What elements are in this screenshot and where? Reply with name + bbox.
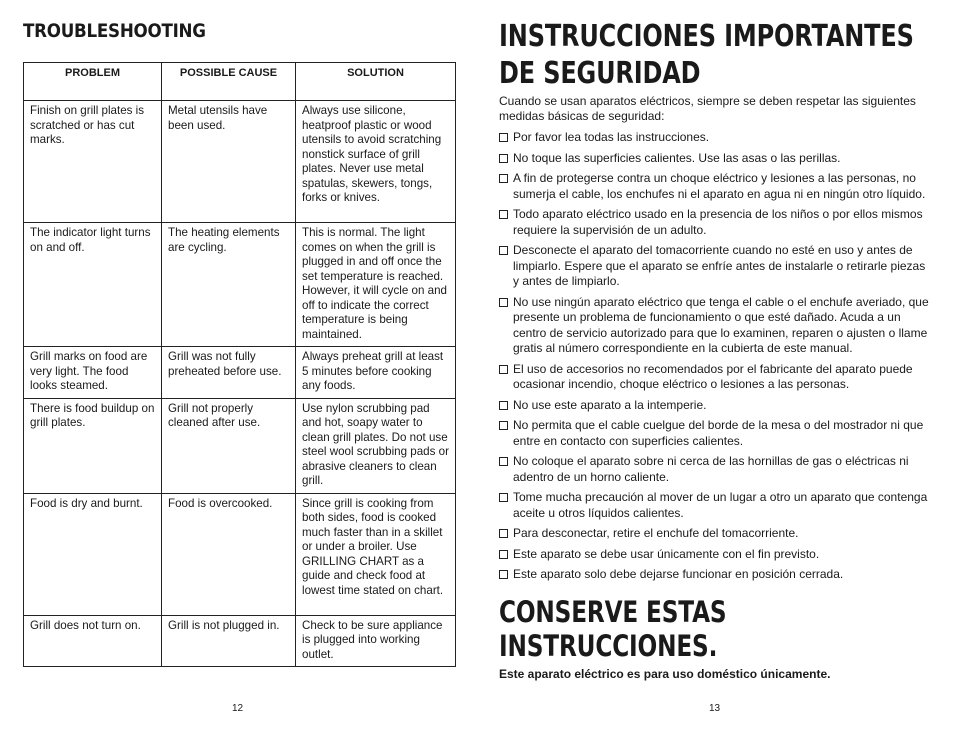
list-item xyxy=(499,207,931,238)
problem-cell: The indicator light turns on and off. xyxy=(24,223,162,347)
troubleshooting-page xyxy=(23,18,455,661)
checkbox-bullet-icon xyxy=(499,529,508,538)
list-item xyxy=(499,567,931,583)
table-row xyxy=(24,101,456,223)
table-row xyxy=(24,347,456,399)
list-item-text: Todo aparato eléctrico usado en la presencia de los niños o por ellos mismos requiere la supervisión de un adulto. xyxy=(513,207,923,237)
table-row xyxy=(24,493,456,615)
problem-cell: Finish on grill plates is scratched or has cut marks. xyxy=(24,101,162,223)
troubleshooting-title: TROUBLESHOOTING xyxy=(23,20,206,42)
list-item xyxy=(499,243,931,290)
checkbox-bullet-icon xyxy=(499,174,508,183)
problem-cell: Grill marks on food are very light. The food looks steamed. xyxy=(24,347,162,399)
checkbox-bullet-icon xyxy=(499,246,508,255)
list-item-text: A fin de protegerse contra un choque eléctrico y lesiones a las personas, no sumerja el cable, los enchufes ni el aparato en agua ni en ningún otro líquido. xyxy=(513,171,926,201)
list-item-text: No permita que el cable cuelgue del borde de la mesa o del mostrador ni que entre en contacto con superficies calientes. xyxy=(513,418,924,448)
list-item xyxy=(499,398,931,414)
table-row xyxy=(24,223,456,347)
table-header-row xyxy=(24,63,456,101)
checkbox-bullet-icon xyxy=(499,421,508,430)
solution-cell: Check to be sure appliance is plugged into working outlet. xyxy=(296,615,456,667)
list-item xyxy=(499,418,931,449)
list-item-text: No toque las superficies calientes. Use las asas o las perillas. xyxy=(513,150,841,165)
list-item-text: Este aparato solo debe dejarse funcionar en posición cerrada. xyxy=(513,567,844,581)
list-item-text: No coloque el aparato sobre ni cerca de las hornillas de gas o eléctricas ni adentro de un horno caliente. xyxy=(513,454,909,484)
solution-cell: Use nylon scrubbing pad and hot, soapy water to clean grill plates. Do not use steel wool scrubbing pads or abrasive cleaners to clean grill. xyxy=(296,398,456,493)
list-item xyxy=(499,295,931,357)
page-number-left: 12 xyxy=(232,703,244,714)
checkbox-bullet-icon xyxy=(499,210,508,219)
table-row xyxy=(24,615,456,667)
checkbox-bullet-icon xyxy=(499,493,508,502)
list-item xyxy=(499,130,931,146)
checkbox-bullet-icon xyxy=(499,365,508,374)
safety-title xyxy=(499,18,931,92)
solution-cell: Always preheat grill at least 5 minutes before cooking any foods. xyxy=(296,347,456,399)
checkbox-bullet-icon xyxy=(499,457,508,466)
list-item-text: Tome mucha precaución al mover de un lugar a otro un aparato que contenga aceite u otros líquidos calientes. xyxy=(513,490,928,520)
list-item xyxy=(499,547,931,563)
checkbox-bullet-icon xyxy=(499,298,508,307)
header-possible-cause: POSSIBLE CAUSE xyxy=(162,63,296,101)
checkbox-bullet-icon xyxy=(499,154,508,163)
cause-cell: Grill was not fully preheated before use. xyxy=(162,347,296,399)
list-item xyxy=(499,362,931,393)
household-use-note: Este aparato eléctrico es para uso doméstico únicamente. xyxy=(499,666,831,681)
list-item xyxy=(499,151,931,167)
cause-cell: Metal utensils have been used. xyxy=(162,101,296,223)
list-item xyxy=(499,454,931,485)
list-item-text: Desconecte el aparato del tomacorriente cuando no esté en uso y antes de limpiarlo. Espere que el aparato se enfríe antes de instalarle o retirarle piezas y antes de limpiarlo. xyxy=(513,243,926,288)
safety-title-line-2: DE SEGURIDAD xyxy=(499,56,701,91)
cause-cell: Grill not properly cleaned after use. xyxy=(162,398,296,493)
checkbox-bullet-icon xyxy=(499,133,508,142)
cause-cell: The heating elements are cycling. xyxy=(162,223,296,347)
header-solution: SOLUTION xyxy=(296,63,456,101)
page-number-right: 13 xyxy=(709,703,721,714)
checkbox-bullet-icon xyxy=(499,570,508,579)
list-item xyxy=(499,171,931,202)
cause-cell: Food is overcooked. xyxy=(162,493,296,615)
checkbox-bullet-icon xyxy=(499,550,508,559)
checkbox-bullet-icon xyxy=(499,401,508,410)
problem-cell: Food is dry and burnt. xyxy=(24,493,162,615)
solution-cell: This is normal. The light comes on when the grill is plugged in and off once the set temperature is reached. However, it will cycle on and off to indicate the correct temperature is being maintained. xyxy=(296,223,456,347)
header-problem: PROBLEM xyxy=(24,63,162,101)
list-item-text: El uso de accesorios no recomendados por el fabricante del aparato puede ocasionar incendio, choque eléctrico o lesiones a las personas. xyxy=(513,361,913,391)
solution-cell: Always use silicone, heatproof plastic or wood utensils to avoid scratching nonstick surface of grill plates. Never use metal spatulas, skewers, tongs, forks or knives. xyxy=(296,101,456,223)
list-item-text: No use ningún aparato eléctrico que tenga el cable o el enchufe averiado, que presente un problema de funcionamiento o que esté dañado. Acuda a un centro de servicio autorizado para que lo examinen, reparen o ajusten o llame gratis al número correspondiente en la cubierta de este manual. xyxy=(513,294,929,355)
list-item-text: Por favor lea todas las instrucciones. xyxy=(513,130,710,144)
list-item xyxy=(499,526,931,542)
problem-cell: Grill does not turn on. xyxy=(24,615,162,667)
table-row xyxy=(24,398,456,493)
safety-instructions-page xyxy=(499,18,931,681)
cause-cell: Grill is not plugged in. xyxy=(162,615,296,667)
list-item-text: No use este aparato a la intemperie. xyxy=(513,397,707,412)
list-item xyxy=(499,490,931,521)
troubleshooting-table xyxy=(23,62,456,667)
problem-cell: There is food buildup on grill plates. xyxy=(24,398,162,493)
solution-cell: Since grill is cooking from both sides, food is cooked much faster than in a skillet or under a broiler. Use GRILLING CHART as a guide and check food at lowest time stated on chart. xyxy=(296,493,456,615)
safety-title-line-1: INSTRUCCIONES IMPORTANTES xyxy=(499,19,914,54)
list-item-text: Este aparato se debe usar únicamente con el fin previsto. xyxy=(513,546,820,561)
list-item-text: Para desconectar, retire el enchufe del tomacorriente. xyxy=(513,526,799,540)
safety-list xyxy=(499,130,931,583)
safety-intro: Cuando se usan aparatos eléctricos, siempre se deben respetar las siguientes medidas básicas de seguridad: xyxy=(499,94,916,123)
conserve-heading: CONSERVE ESTAS INSTRUCCIONES. xyxy=(499,594,727,663)
